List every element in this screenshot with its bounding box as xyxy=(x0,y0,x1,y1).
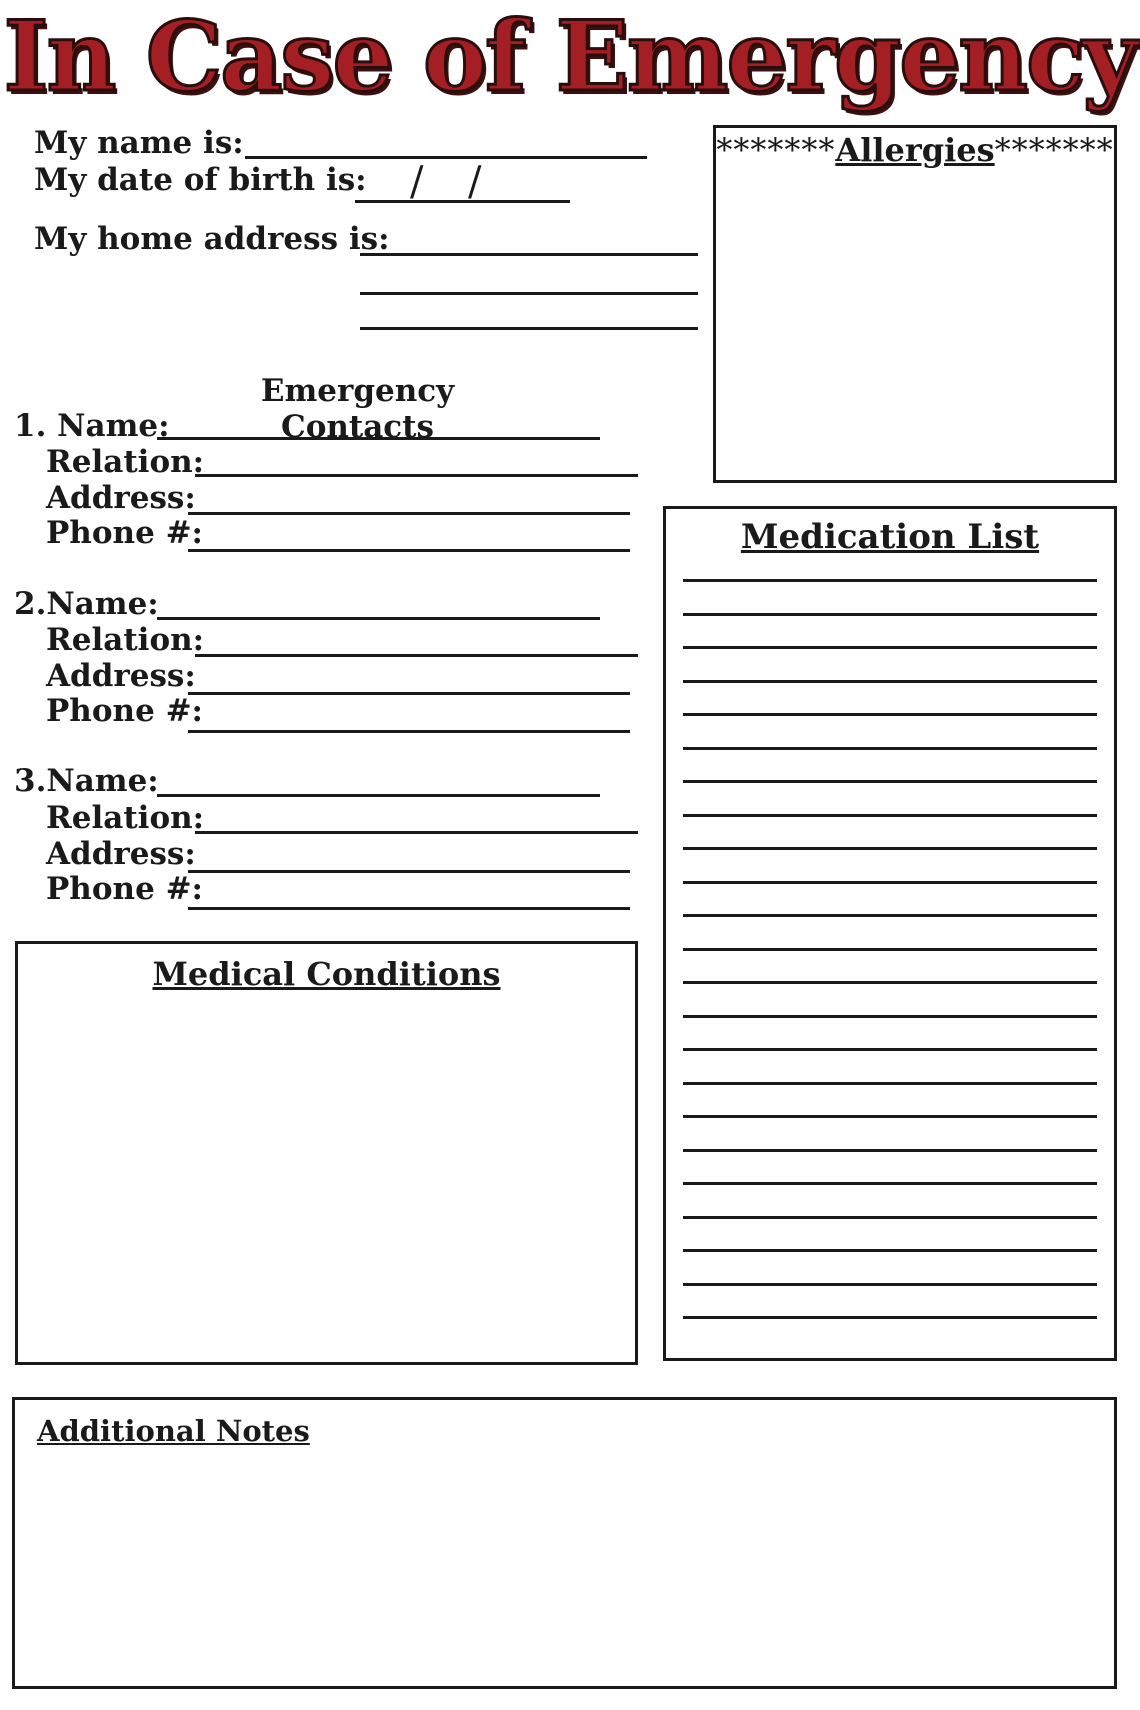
contact-3-name-label: 3.Name: xyxy=(14,763,159,799)
contact-2-relation-label: Relation: xyxy=(46,622,205,658)
medical-conditions-title: Medical Conditions xyxy=(152,955,501,993)
allergies-title-text: Allergies xyxy=(835,131,995,169)
contact-1-relation-field[interactable] xyxy=(195,474,638,477)
medication-line[interactable] xyxy=(683,613,1097,616)
additional-notes-box[interactable] xyxy=(12,1397,1117,1689)
medication-line[interactable] xyxy=(683,1316,1097,1319)
contact-1-address-field[interactable] xyxy=(188,512,630,515)
home-address-line-3[interactable] xyxy=(360,327,698,330)
contact-3-address-field[interactable] xyxy=(188,870,630,873)
contact-2-relation-field[interactable] xyxy=(195,654,638,657)
medication-line[interactable] xyxy=(683,1082,1097,1085)
medication-line[interactable] xyxy=(683,881,1097,884)
name-label: My name is: xyxy=(34,125,244,161)
medication-line[interactable] xyxy=(683,847,1097,850)
additional-notes-title: Additional Notes xyxy=(37,1414,310,1448)
page-title: In Case of Emergency xyxy=(3,0,1137,113)
contact-1-phone-field[interactable] xyxy=(188,549,630,552)
contact-2-phone-field[interactable] xyxy=(188,730,630,733)
medication-line[interactable] xyxy=(683,1015,1097,1018)
allergies-stars-left: ******* xyxy=(716,131,836,169)
medication-line[interactable] xyxy=(683,1283,1097,1286)
dob-slash-1: / xyxy=(410,159,424,205)
contact-1-name-field[interactable] xyxy=(157,437,600,440)
medication-line[interactable] xyxy=(683,780,1097,783)
dob-slash-2: / xyxy=(468,159,482,205)
home-address-label: My home address is: xyxy=(34,221,390,257)
medication-line[interactable] xyxy=(683,747,1097,750)
contact-2-phone-label: Phone #: xyxy=(46,693,203,729)
medication-line[interactable] xyxy=(683,1182,1097,1185)
medication-line[interactable] xyxy=(683,1216,1097,1219)
medication-line[interactable] xyxy=(683,646,1097,649)
home-address-line-2[interactable] xyxy=(360,292,698,295)
medication-line[interactable] xyxy=(683,680,1097,683)
medication-list-box xyxy=(663,506,1117,1361)
contact-1-phone-label: Phone #: xyxy=(46,515,203,551)
contact-2-name-field[interactable] xyxy=(157,617,600,620)
contact-2-name-label: 2.Name: xyxy=(14,586,159,622)
medication-line[interactable] xyxy=(683,814,1097,817)
contact-1-relation-label: Relation: xyxy=(46,444,205,480)
dob-field[interactable] xyxy=(355,200,570,203)
medication-line[interactable] xyxy=(683,713,1097,716)
name-field[interactable] xyxy=(245,156,647,159)
medication-line[interactable] xyxy=(683,914,1097,917)
contact-3-address-label: Address: xyxy=(46,836,196,872)
medication-line[interactable] xyxy=(683,579,1097,582)
contact-3-relation-label: Relation: xyxy=(46,800,205,836)
medication-line[interactable] xyxy=(683,948,1097,951)
contact-3-name-field[interactable] xyxy=(157,794,600,797)
contact-2-address-field[interactable] xyxy=(188,692,630,695)
contact-1-name-label: 1. Name: xyxy=(14,408,170,444)
dob-label: My date of birth is: xyxy=(34,162,367,198)
contact-3-phone-field[interactable] xyxy=(188,907,630,910)
home-address-line-1[interactable] xyxy=(360,253,698,256)
emergency-contacts-heading: Emergency Contacts xyxy=(260,373,455,445)
medication-line[interactable] xyxy=(683,1249,1097,1252)
medical-conditions-box[interactable] xyxy=(15,941,638,1365)
contact-2-address-label: Address: xyxy=(46,658,196,694)
medication-line[interactable] xyxy=(683,1115,1097,1118)
allergies-title xyxy=(716,130,1114,170)
contact-3-phone-label: Phone #: xyxy=(46,871,203,907)
medication-line[interactable] xyxy=(683,981,1097,984)
medication-line[interactable] xyxy=(683,1149,1097,1152)
contact-3-relation-field[interactable] xyxy=(195,831,638,834)
medication-line[interactable] xyxy=(683,1048,1097,1051)
allergies-box[interactable] xyxy=(713,125,1117,483)
allergies-stars-right: ******* xyxy=(994,131,1114,169)
contact-1-address-label: Address: xyxy=(46,480,196,516)
medication-list-title: Medication List xyxy=(740,517,1040,557)
